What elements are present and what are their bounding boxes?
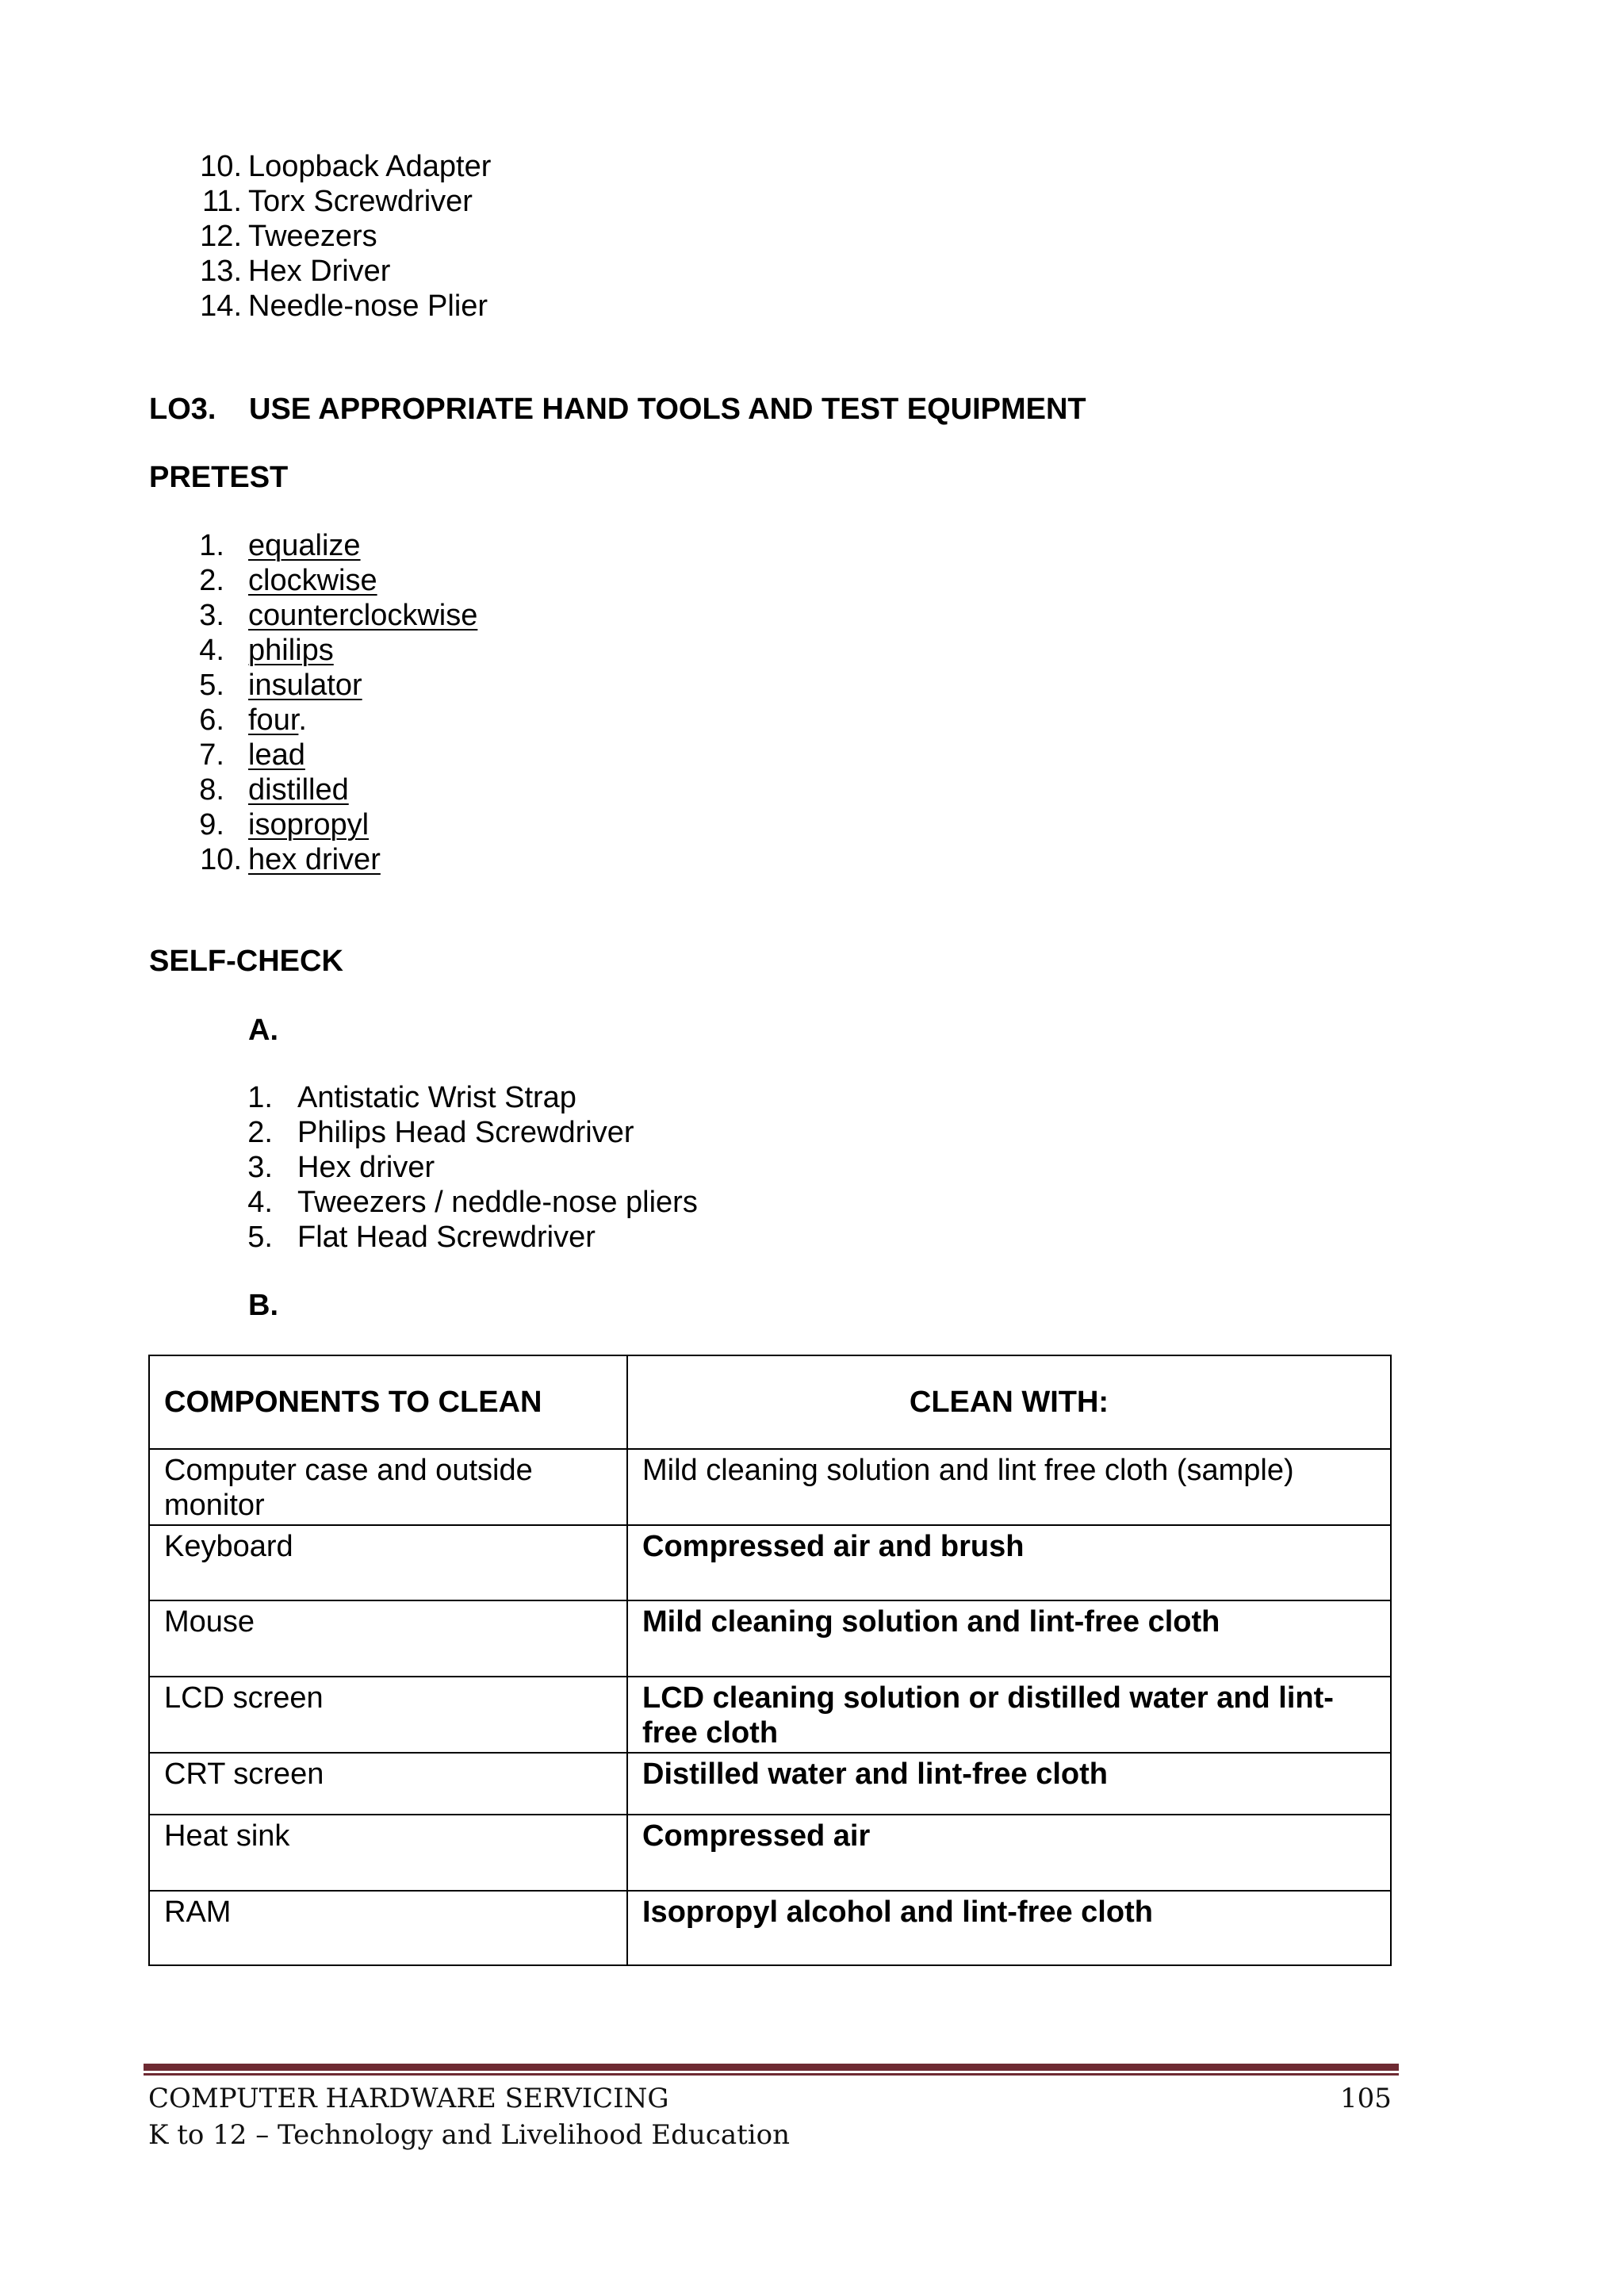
component-cell: Keyboard [149,1525,627,1600]
component-cell: CRT screen [149,1753,627,1815]
lo3-code: LO3. [149,393,216,426]
table-row [149,1449,1391,1525]
lo3-title: USE APPROPRIATE HAND TOOLS AND TEST EQUIPMENT [249,393,1086,426]
footer-rule [144,2064,1399,2071]
clean-with-cell: Mild cleaning solution and lint-free cloth [627,1600,1391,1677]
component-cell: Computer case and outside monitor [149,1449,627,1525]
clean-with-cell: LCD cleaning solution or distilled water and lint-free cloth [627,1677,1391,1753]
clean-with-cell: Distilled water and lint-free cloth [627,1753,1391,1815]
clean-with-cell: Isopropyl alcohol and lint-free cloth [627,1891,1391,1965]
table-row [149,1677,1391,1753]
table-row [149,1525,1391,1600]
selfcheck-heading: SELF-CHECK [149,945,343,978]
component-cell: Mouse [149,1600,627,1677]
page-number: 105 [1340,2083,1392,2114]
clean-with-cell: Compressed air [627,1815,1391,1891]
footer-rule-thin [144,2073,1399,2076]
footer-subtitle: K to 12 – Technology and Livelihood Education [148,2119,790,2151]
component-cell: Heat sink [149,1815,627,1891]
header-clean-with: CLEAN WITH: [627,1355,1391,1449]
table-header-row [149,1355,1391,1449]
part-a-label: A. [248,1014,278,1047]
pretest-heading: PRETEST [149,461,289,494]
component-cell: LCD screen [149,1677,627,1753]
lo3-heading [149,392,1086,427]
table-row [149,1815,1391,1891]
header-components: COMPONENTS TO CLEAN [149,1355,627,1449]
cleaning-table [148,1355,1392,1966]
table-row [149,1891,1391,1965]
table-row [149,1753,1391,1815]
component-cell: RAM [149,1891,627,1965]
part-b-label: B. [248,1289,278,1322]
footer-title: COMPUTER HARDWARE SERVICING [148,2083,669,2114]
clean-with-cell: Compressed air and brush [627,1525,1391,1600]
clean-with-cell: Mild cleaning solution and lint free cloth (sample) [627,1449,1391,1525]
table-row [149,1600,1391,1677]
